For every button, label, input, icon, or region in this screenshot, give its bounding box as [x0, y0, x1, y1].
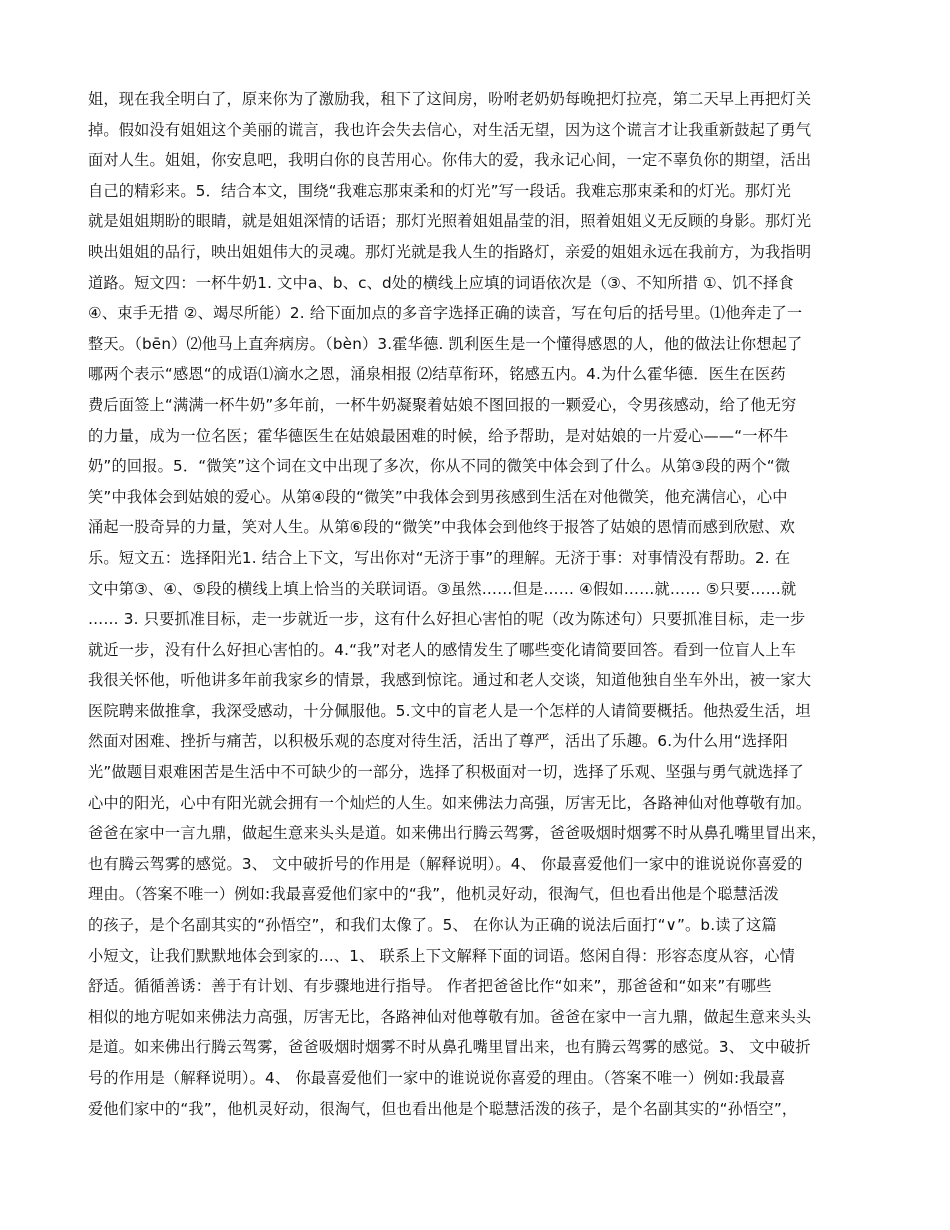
text-line: 自己的精彩来。5．结合本文，围绕“我难忘那束柔和的灯光”写一段话。我难忘那束柔和的灯光。那灯光: [88, 181, 792, 200]
text-line: 涌起一股奇异的力量，笑对人生。从第⑥段的“微笑”中我体会到他终于报答了姑娘的恩情而感到欣慰、欢: [88, 518, 796, 537]
text-line: 姐，现在我全明白了，原来你为了激励我，租下了这间房，吩咐老奶奶每晚把灯拉亮，第二天早上再把灯关: [88, 90, 812, 108]
text-line: 乐。短文五：选择阳光1. 结合上下文，写出你对“无济于事”的理解。无济于事：对事情没有帮助。2. 在: [88, 548, 791, 567]
text-line: 就近一步，没有什么好担心害怕的。4.“我”对老人的感情发生了哪些变化请简要回答。看到一位盲人上车: [88, 640, 797, 659]
text-line: 笑”中我体会到姑娘的爱心。从第④段的“微笑”中我体会到男孩感到生活在对他微笑，他充满信心，心中: [88, 487, 788, 506]
text-line: 是道。如来佛出行腾云驾雾，爸爸吸烟时烟雾不时从鼻孔嘴里冒出来，也有腾云驾雾的感觉。3、 文中破折: [88, 1038, 811, 1057]
text-line: 也有腾云驾雾的感觉。3、 文中破折号的作用是（解释说明）。4、 你最喜爱他们一家中的谁说说你喜爱的: [88, 854, 803, 873]
text-line: 理由。（答案不唯一）例如:我最喜爱他们家中的“我”，他机灵好动，很淘气，但也看出他是个聪慧活泼: [88, 885, 779, 904]
text-line: 就是姐姐期盼的眼睛，就是姐姐深情的话语；那灯光照着姐姐晶莹的泪，照着姐姐义无反顾的身影。那灯光: [88, 212, 812, 231]
text-line: 医院聘来做推拿，我深受感动，十分佩服他。5.文中的盲老人是一个怎样的人请简要概括。他热爱生活，坦: [88, 701, 811, 720]
text-line: 面对人生。姐姐，你安息吧，我明白你的良苦用心。你伟大的爱，我永记心间，一定不辜负你的期望，活出: [88, 151, 812, 170]
text-line: 舒适。循循善诱：善于有计划、有步骤地进行指导。 作者把爸爸比作“如来”，那爸爸和“如来”有哪些: [88, 977, 772, 996]
text-line: 费后面签上“满满一杯牛奶”多年前，一杯牛奶凝聚着姑娘不图回报的一颗爱心，令男孩感动，给了他无穷: [88, 395, 797, 414]
text-line: 然面对困难、挫折与痛苦，以积极乐观的态度对待生活，活出了尊严，活出了乐趣。6.为什么用“选择阳: [88, 732, 789, 751]
text-line: 整天。（bēn）⑵他马上直奔病房。（bèn）3.霍华德. 凯利医生是一个懂得感恩的人，他的做法让你想起了: [88, 334, 803, 353]
text-line: 小短文，让我们默默地体会到家的...、1、 联系上下文解释下面的词语。悠闲自得：形容态度从容，心情: [88, 946, 796, 965]
document-body: [88, 84, 864, 1124]
text-line: 映出姐姐的品行，映出姐姐伟大的灵魂。那灯光就是我人生的指路灯，亲爱的姐姐永远在我前方，为我指明: [88, 242, 812, 261]
text-line: ④、束手无措 ②、竭尽所能）2. 给下面加点的多音字选择正确的读音，写在句后的括号里。⑴他奔走了一: [88, 304, 803, 323]
text-line: 道路。短文四：一杯牛奶1. 文中a、b、c、d处的横线上应填的词语依次是（③、不知所措 ①、饥不择食: [88, 273, 794, 292]
text-line: 掉。假如没有姐姐这个美丽的谎言，我也许会失去信心，对生活无望，因为这个谎言才让我重新鼓起了勇气: [88, 120, 812, 139]
text-line: 哪两个表示“感恩“的成语⑴滴水之恩，涌泉相报 ⑵结草衔环，铭感五内。4.为什么霍华德．医生在医药: [88, 365, 786, 384]
text-line: 光”做题目艰难困苦是生活中不可缺少的一部分，选择了积极面对一切，选择了乐观、坚强与勇气就选择了: [88, 763, 804, 782]
text-line: 我很关怀他，听他讲多年前我家乡的情景，我感到惊诧。通过和老人交谈，知道他独自坐车外出，被一家大: [88, 671, 812, 690]
text-line: 奶”的回报。5．“微笑”这个词在文中出现了多次，你从不同的微笑中体会到了什么。从第③段的两个“微: [88, 457, 791, 476]
text-line: 的孩子，是个名副其实的“孙悟空”，和我们太像了。5、 在你认为正确的说法后面打“∨”。b.读了这篇: [88, 916, 777, 935]
text-line: 爱他们家中的“我”，他机灵好动，很淘气，但也看出他是个聪慧活泼的孩子，是个名副其实的“孙悟空”，: [88, 1099, 798, 1118]
text-line: 的力量，成为一位名医；霍华德医生在姑娘最困难的时候，给予帮助，是对姑娘的一片爱心——“一杯牛: [88, 426, 789, 445]
text-line: 号的作用是（解释说明）。4、 你最喜爱他们一家中的谁说说你喜爱的理由。（答案不唯一）例如:我最喜: [88, 1069, 786, 1087]
text-line: …… 3. 只要抓准目标，走一步就近一步，这有什么好担心害怕的呢（改为陈述句）只要抓准目标，走一步: [88, 610, 806, 629]
text-line: 相似的地方呢如来佛法力高强，厉害无比，各路神仙对他尊敬有加。爸爸在家中一言九鼎，做起生意来头头: [88, 1007, 812, 1026]
text-line: 文中第③、④、⑤段的横线上填上恰当的关联词语。③虽然……但是…… ④假如……就…… ⑤只要……就: [88, 579, 797, 598]
text-line: 爸爸在家中一言九鼎，做起生意来头头是道。如来佛出行腾云驾雾，爸爸吸烟时烟雾不时从鼻孔嘴里冒出来，: [88, 824, 827, 843]
text-line: 心中的阳光，心中有阳光就会拥有一个灿烂的人生。如来佛法力高强，厉害无比，各路神仙对他尊敬有加。: [88, 793, 812, 812]
